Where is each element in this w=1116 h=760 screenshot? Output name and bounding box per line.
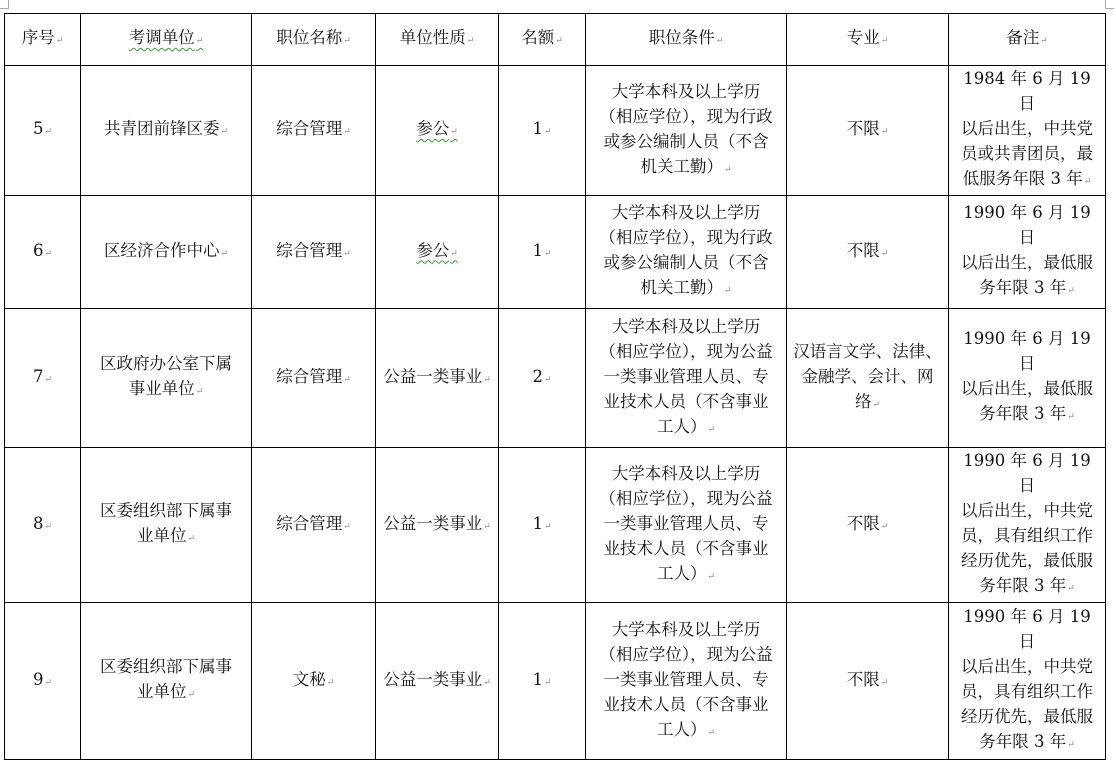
cell-quota-text: 2 ↵ [532, 367, 551, 386]
cell-no-text: 6 ↵ [33, 241, 52, 260]
table-row [5, 309, 1106, 448]
cell-remarks [949, 603, 1106, 760]
cell-position-text: 文秘 ↵ [293, 670, 335, 689]
cell-remarks [949, 448, 1106, 603]
cell-quota-text: 1 ↵ [532, 670, 551, 689]
header-major: 专业 ↵ [787, 14, 949, 66]
header-unit-label: 考调单位 ↵ [129, 28, 204, 47]
page-corner-mark [1105, 0, 1114, 9]
cell-position-text: 综合管理 ↵ [276, 514, 351, 533]
cell-conditions-text: 大学本科及以上学历 （相应学位），现为行政 或参公编制人员（不含 机关工勤） ↵ [599, 82, 772, 176]
table-row [5, 66, 1106, 196]
header-quota: 名额 ↵ [499, 14, 586, 66]
cell-no [5, 309, 81, 448]
page-corner-mark [0, 0, 9, 9]
cell-position-text: 综合管理 ↵ [276, 367, 351, 386]
table-row [5, 603, 1106, 760]
cell-position [252, 603, 376, 760]
cell-no-text: 5 ↵ [33, 119, 52, 138]
cell-nature-text: 公益一类事业 ↵ [383, 514, 491, 533]
header-conditions: 职位条件 ↵ [586, 14, 787, 66]
cell-position [252, 196, 376, 309]
cell-quota [499, 448, 586, 603]
cell-unit [81, 309, 252, 448]
cell-no [5, 196, 81, 309]
cell-quota-text: 1 ↵ [532, 514, 551, 533]
cell-conditions-text: 大学本科及以上学历 （相应学位），现为行政 或参公编制人员（不含 机关工勤） ↵ [599, 203, 772, 297]
cell-nature [376, 603, 499, 760]
cell-unit-text: 区委组织部下属事 业单位 ↵ [100, 501, 232, 545]
table-row [5, 448, 1106, 603]
cell-conditions [586, 196, 787, 309]
cell-remarks-text: 1984 年 6 月 19 日 以后出生，中共党 员或共青团员，最 低服务年限 3 年 ↵ [961, 69, 1093, 188]
cell-no [5, 603, 81, 760]
cell-nature [376, 448, 499, 603]
cell-major-text: 不限 ↵ [847, 670, 889, 689]
cell-no [5, 448, 81, 603]
header-row [5, 14, 1106, 66]
cell-nature [376, 309, 499, 448]
header-position: 职位名称 ↵ [252, 14, 376, 66]
cell-conditions [586, 603, 787, 760]
cell-major [787, 603, 949, 760]
cell-unit [81, 603, 252, 760]
cell-conditions [586, 448, 787, 603]
cell-major-text: 汉语言文学、法律、 金融学、会计、网 络 ↵ [793, 342, 942, 411]
cell-major [787, 448, 949, 603]
cell-quota-text: 1 ↵ [532, 119, 551, 138]
cell-conditions-text: 大学本科及以上学历 （相应学位），现为公益 一类事业管理人员、专 业技术人员（不含事业 工人） ↵ [599, 464, 772, 583]
cell-position-text: 综合管理 ↵ [276, 119, 351, 138]
cell-conditions-text: 大学本科及以上学历 （相应学位），现为公益 一类事业管理人员、专 业技术人员（不含事业 工人） ↵ [599, 317, 772, 436]
cell-remarks [949, 66, 1106, 196]
header-no: 序号 ↵ [5, 14, 81, 66]
cell-quota-text: 1 ↵ [532, 241, 551, 260]
cell-position [252, 66, 376, 196]
header-unit [81, 14, 252, 66]
header-remarks: 备注 ↵ [949, 14, 1106, 66]
cell-nature [376, 66, 499, 196]
cell-nature-text: 参公 ↵ [416, 119, 458, 138]
cell-nature-text: 参公 ↵ [416, 241, 458, 260]
cell-unit [81, 66, 252, 196]
cell-quota [499, 603, 586, 760]
cell-no-text: 7 ↵ [33, 367, 52, 386]
cell-conditions [586, 66, 787, 196]
cell-quota [499, 196, 586, 309]
cell-unit-text: 区委组织部下属事 业单位 ↵ [100, 657, 232, 701]
cell-major [787, 66, 949, 196]
cell-position [252, 309, 376, 448]
cell-unit-text: 区经济合作中心 ↵ [104, 241, 228, 260]
cell-remarks-text: 1990 年 6 月 19 日 以后出生，最低服 务年限 3 年 ↵ [961, 329, 1093, 423]
cell-conditions [586, 309, 787, 448]
cell-quota [499, 66, 586, 196]
cell-major-text: 不限 ↵ [847, 241, 889, 260]
cell-remarks [949, 309, 1106, 448]
cell-remarks-text: 1990 年 6 月 19 日 以后出生，最低服 务年限 3 年 ↵ [961, 203, 1093, 297]
header-nature: 单位性质 ↵ [376, 14, 499, 66]
table-row [5, 196, 1106, 309]
cell-nature-text: 公益一类事业 ↵ [383, 670, 491, 689]
cell-unit [81, 196, 252, 309]
cell-major-text: 不限 ↵ [847, 514, 889, 533]
cell-remarks [949, 196, 1106, 309]
cell-nature [376, 196, 499, 309]
cell-no-text: 9 ↵ [33, 670, 52, 689]
cell-remarks-text: 1990 年 6 月 19 日 以后出生，中共党 员，具有组织工作 经历优先，最低服 务年限 3 年 ↵ [961, 607, 1093, 751]
cell-position [252, 448, 376, 603]
cell-no-text: 8 ↵ [33, 514, 52, 533]
cell-major [787, 196, 949, 309]
cell-remarks-text: 1990 年 6 月 19 日 以后出生，中共党 员，具有组织工作 经历优先，最低服 务年限 3 年 ↵ [961, 451, 1093, 595]
cell-no [5, 66, 81, 196]
cell-quota [499, 309, 586, 448]
cell-major [787, 309, 949, 448]
cell-unit-text: 共青团前锋区委 ↵ [104, 119, 228, 138]
cell-position-text: 综合管理 ↵ [276, 241, 351, 260]
cell-unit [81, 448, 252, 603]
cell-nature-text: 公益一类事业 ↵ [383, 367, 491, 386]
recruitment-table [4, 13, 1106, 760]
cell-conditions-text: 大学本科及以上学历 （相应学位），现为公益 一类事业管理人员、专 业技术人员（不含事业 工人） ↵ [599, 620, 772, 739]
cell-unit-text: 区政府办公室下属 事业单位 ↵ [100, 354, 232, 398]
cell-major-text: 不限 ↵ [847, 119, 889, 138]
